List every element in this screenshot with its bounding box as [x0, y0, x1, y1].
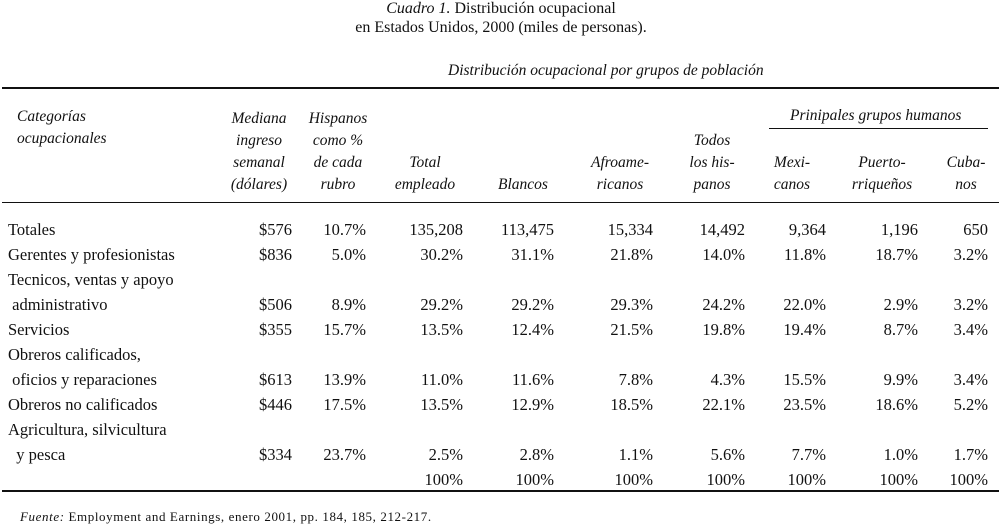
column-header-line: (dólares) [230, 176, 288, 193]
table-cell: 11.8% [783, 245, 826, 264]
footnote-label: Fuente: [20, 509, 65, 524]
column-header [911, 152, 1002, 196]
table-cell: 7.7% [791, 445, 826, 464]
header-rule [2, 202, 999, 203]
row-label: Obreros no calificados [8, 395, 158, 414]
table-cell: 18.7% [875, 245, 918, 264]
table-cell: 18.5% [610, 395, 653, 414]
column-header-line: Hispanos [308, 110, 368, 127]
table-cell: 13.5% [420, 320, 463, 339]
table-cell: 15.5% [783, 370, 826, 389]
table-cell: 12.4% [511, 320, 554, 339]
column-header-line: Total [409, 154, 441, 171]
table-cell: 5.6% [710, 445, 745, 464]
table-cell: $355 [259, 320, 292, 339]
table-cell: 13.5% [420, 395, 463, 414]
table-cell: 2.5% [428, 445, 463, 464]
table-cell: 3.4% [953, 370, 988, 389]
table-title-line2: en Estados Unidos, 2000 (miles de personas). [355, 19, 647, 36]
table-cell: 12.9% [511, 395, 554, 414]
column-header-line: canos [773, 176, 811, 193]
table-cell: 11.0% [420, 370, 463, 389]
spanner-header: Distribución ocupacional por grupos de población [448, 62, 764, 79]
table-cell: 7.8% [618, 370, 653, 389]
table-cell: 2.8% [519, 445, 554, 464]
table-cell: 100% [515, 470, 554, 489]
table-cell: 9.9% [883, 370, 918, 389]
footnote-text: Employment and Earnings, enero 2001, pp. 184, 185, 212-217. [68, 509, 432, 524]
row-label: Agricultura, silvicultura [8, 420, 167, 439]
table-cell: 100% [787, 470, 826, 489]
table-cell: 21.5% [610, 320, 653, 339]
table-cell: 135,208 [409, 220, 463, 239]
row-label: administrativo [8, 295, 108, 314]
column-header-line: de cada [313, 154, 363, 171]
column-header-line: semanal [233, 154, 285, 171]
table-cell: $836 [259, 245, 292, 264]
table-cell: 1.1% [618, 445, 653, 464]
table-cell: $613 [259, 370, 292, 389]
column-header-line: Afroame- [591, 154, 649, 171]
table-title [0, 0, 1002, 18]
table-cell: 13.9% [323, 370, 366, 389]
footnote [20, 509, 432, 525]
column-header-line: rubro [320, 176, 356, 193]
table-cell: 11.6% [511, 370, 554, 389]
table-cell: 4.3% [710, 370, 745, 389]
table-cell: 2.9% [883, 295, 918, 314]
row-label: Tecnicos, ventas y apoyo [8, 270, 174, 289]
column-header-line: panos [693, 176, 731, 193]
table-cell: 3.2% [953, 295, 988, 314]
column-header-line: Cuba- [946, 154, 986, 171]
table-cell: 14.0% [702, 245, 745, 264]
column-header-line: rriqueños [851, 176, 913, 193]
table-cell: 650 [963, 220, 988, 239]
table-cell: 22.1% [702, 395, 745, 414]
table-cell: 29.3% [610, 295, 653, 314]
table-cell: 10.7% [323, 220, 366, 239]
table-cell: 14,492 [699, 220, 745, 239]
table-cell: 21.8% [610, 245, 653, 264]
table-cell: 15.7% [323, 320, 366, 339]
column-header-line: Mediana [231, 110, 287, 127]
table-cell: $506 [259, 295, 292, 314]
table-cell: 100% [949, 470, 988, 489]
column-header [370, 152, 480, 196]
table-cell: 23.7% [323, 445, 366, 464]
table-cell: 100% [879, 470, 918, 489]
table-cell: 19.4% [783, 320, 826, 339]
row-label: Totales [8, 220, 56, 239]
category-header [17, 106, 107, 150]
column-header-line: Puerto- [858, 154, 906, 171]
table-cell: 19.8% [702, 320, 745, 339]
table-title-line1: Distribución ocupacional [454, 0, 616, 17]
column-header-line: ingreso [236, 132, 282, 149]
column-header-line: nos [955, 176, 977, 193]
column-header-line: los his- [689, 154, 735, 171]
table-cell: 1,196 [880, 220, 918, 239]
table-cell: $576 [259, 220, 292, 239]
column-header [468, 174, 578, 196]
column-header-line: como % [312, 132, 364, 149]
table-cell: 31.1% [511, 245, 554, 264]
table-cell: 9,364 [788, 220, 826, 239]
category-header-line: Categorías [17, 108, 86, 125]
table-cell: 100% [614, 470, 653, 489]
row-label: Obreros calificados, [8, 345, 141, 364]
table-cell: 29.2% [420, 295, 463, 314]
table-cell: 24.2% [702, 295, 745, 314]
subspanner-rule [769, 128, 988, 129]
table-cell: $334 [259, 445, 292, 464]
row-label: Gerentes y profesionistas [8, 245, 175, 264]
table-cell: 3.4% [953, 320, 988, 339]
category-header-line: ocupacionales [17, 130, 107, 147]
table-cell: 5.2% [953, 395, 988, 414]
table-cell: 100% [424, 470, 463, 489]
table-cell: 18.6% [875, 395, 918, 414]
subspanner-header: Prinipales grupos humanos [790, 107, 962, 124]
column-header-line: Mexi- [773, 154, 811, 171]
column-header-line: empleado [394, 176, 456, 193]
row-label: y pesca [8, 445, 66, 464]
table-cell: 22.0% [783, 295, 826, 314]
table-cell: 113,475 [500, 220, 554, 239]
table-cell: 1.0% [883, 445, 918, 464]
table-cell: $446 [259, 395, 292, 414]
row-label: Servicios [8, 320, 70, 339]
column-header-line: Blancos [498, 176, 548, 193]
table-cell: 15,334 [607, 220, 653, 239]
table-cell: 100% [706, 470, 745, 489]
table-cell: 30.2% [420, 245, 463, 264]
table-cell: 3.2% [953, 245, 988, 264]
table-cell: 8.7% [883, 320, 918, 339]
table-cell: 1.7% [953, 445, 988, 464]
column-header-line: ricanos [596, 176, 644, 193]
column-header-line: Todos [693, 132, 731, 149]
table-cell: 29.2% [511, 295, 554, 314]
table-number: Cuadro 1. [386, 0, 451, 17]
table-cell: 17.5% [323, 395, 366, 414]
table-cell: 5.0% [331, 245, 366, 264]
bottom-rule [2, 490, 999, 492]
top-rule [2, 87, 999, 89]
table-cell: 23.5% [783, 395, 826, 414]
table-cell: 8.9% [331, 295, 366, 314]
row-label: oficios y reparaciones [8, 370, 157, 389]
